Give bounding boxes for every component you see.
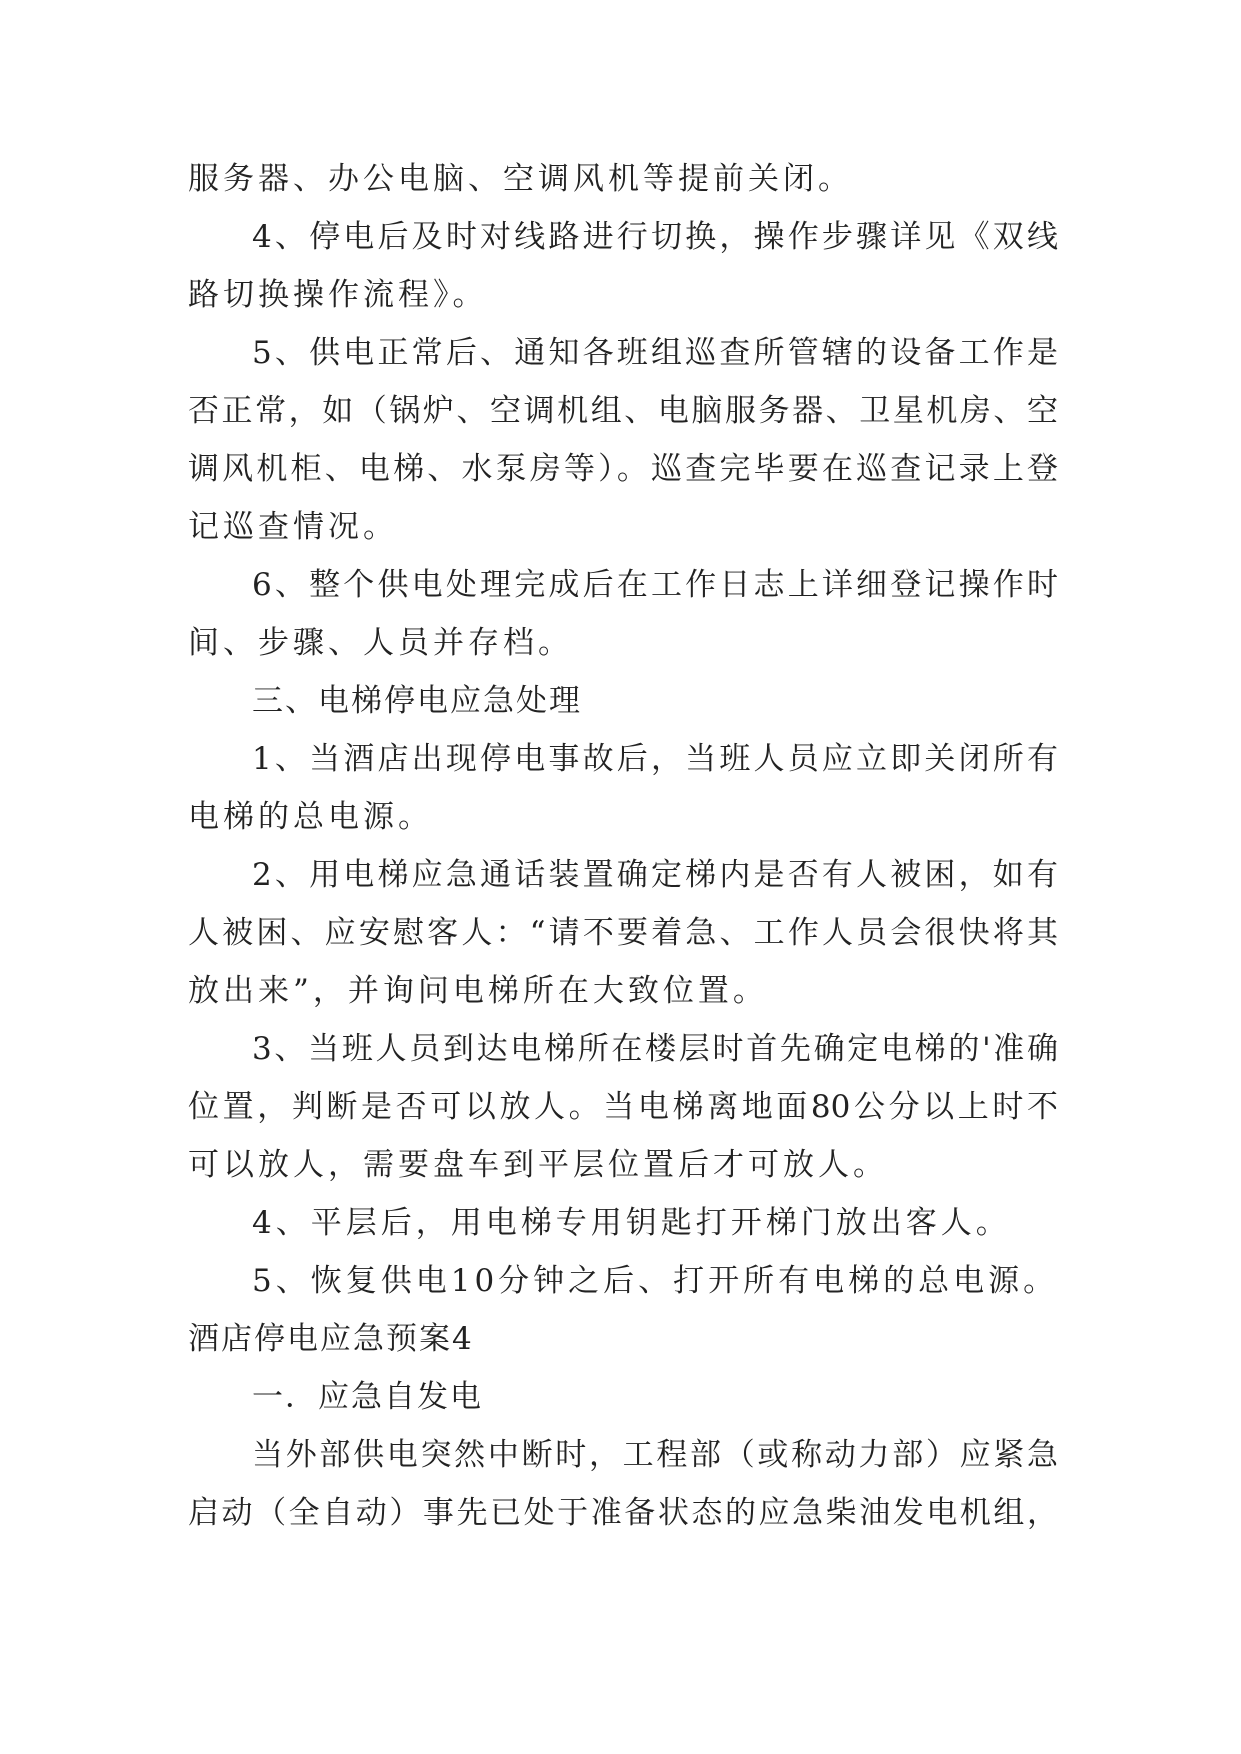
text-line: 当外部供电突然中断时，工程部（或称动力部）应紧急 <box>252 1437 1058 1473</box>
section-heading: 一．应急自发电 <box>252 1379 483 1415</box>
text-line: 调风机柜、电梯、水泵房等）。巡查完毕要在巡查记录上登 <box>188 451 1058 487</box>
text-line: 记巡查情况。 <box>188 509 398 545</box>
text-line: 否正常，如（锅炉、空调机组、电脑服务器、卫星机房、空 <box>188 393 1058 429</box>
text-line: 1、当酒店出现停电事故后，当班人员应立即关闭所有 <box>252 741 1058 777</box>
document-title: 酒店停电应急预案4 <box>188 1321 474 1357</box>
text-line: 5、供电正常后、通知各班组巡查所管辖的设备工作是 <box>252 335 1058 371</box>
document-body <box>188 150 1058 1542</box>
text-line: 6、整个供电处理完成后在工作日志上详细登记操作时 <box>252 567 1058 603</box>
text-line: 放出来”，并询问电梯所在大致位置。 <box>188 973 768 1009</box>
text-line: 电梯的总电源。 <box>188 799 433 835</box>
text-line: 3、当班人员到达电梯所在楼层时首先确定电梯的'准确 <box>252 1031 1058 1067</box>
text-line: 人被困、应安慰客人：“请不要着急、工作人员会很快将其 <box>188 915 1058 951</box>
text-line: 位置，判断是否可以放人。当电梯离地面80公分以上时不 <box>188 1089 1058 1125</box>
text-line: 启动（全自动）事先已处于准备状态的应急柴油发电机组， <box>188 1495 1058 1531</box>
text-line: 路切换操作流程》。 <box>188 277 488 313</box>
text-line: 可以放人，需要盘车到平层位置后才可放人。 <box>188 1147 888 1183</box>
text-line: 4、平层后，用电梯专用钥匙打开梯门放出客人。 <box>252 1205 1011 1241</box>
text-line: 4、停电后及时对线路进行切换，操作步骤详见《双线 <box>252 219 1058 255</box>
section-heading: 三、电梯停电应急处理 <box>252 683 582 719</box>
text-line: 间、步骤、人员并存档。 <box>188 625 573 661</box>
text-line: 服务器、办公电脑、空调风机等提前关闭。 <box>188 161 853 197</box>
text-line: 5、恢复供电10分钟之后、打开所有电梯的总电源。 <box>252 1263 1059 1299</box>
text-line: 2、用电梯应急通话装置确定梯内是否有人被困，如有 <box>252 857 1058 893</box>
